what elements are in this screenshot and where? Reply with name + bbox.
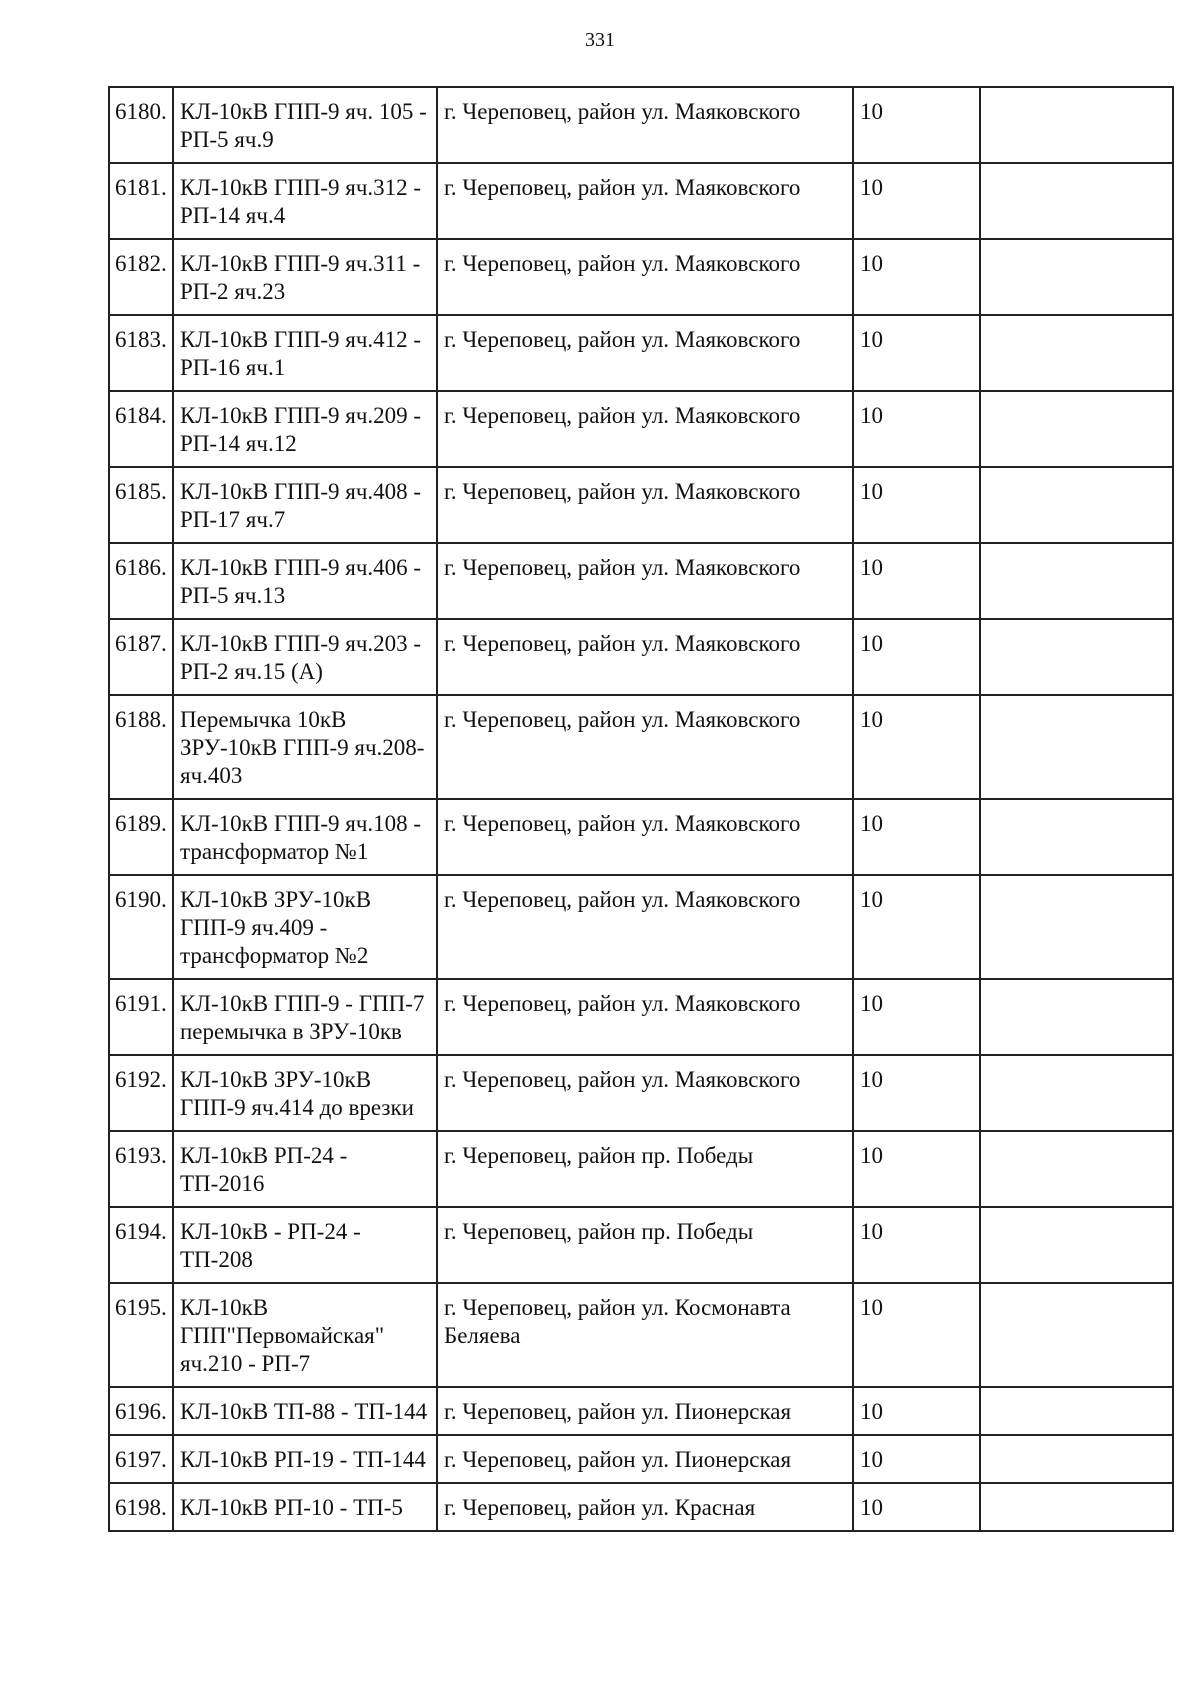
extra-cell [980,1131,1173,1207]
line-name-cell: КЛ-10кВ ГПП-9 яч.108 - трансформатор №1 [173,799,437,875]
voltage-cell: 10 [853,619,980,695]
extra-cell [980,467,1173,543]
address-cell: г. Череповец, район ул. Маяковского [437,315,853,391]
voltage-cell: 10 [853,1483,980,1531]
extra-cell [980,87,1173,163]
row-number-cell: 6189. [109,799,173,875]
table-row [109,1207,1173,1283]
extra-cell [980,875,1173,979]
voltage-cell: 10 [853,391,980,467]
table-row [109,1387,1173,1435]
line-name-cell: КЛ-10кВ ГПП-9 яч.209 - РП-14 яч.12 [173,391,437,467]
table-row [109,1131,1173,1207]
line-name-cell: КЛ-10кВ ГПП-9 яч.311 - РП-2 яч.23 [173,239,437,315]
row-number-cell: 6181. [109,163,173,239]
row-number-cell: 6184. [109,391,173,467]
extra-cell [980,391,1173,467]
line-name-cell: КЛ-10кВ ГПП-9 яч. 105 - РП-5 яч.9 [173,87,437,163]
address-cell: г. Череповец, район ул. Маяковского [437,695,853,799]
voltage-cell: 10 [853,315,980,391]
table-row [109,619,1173,695]
extra-cell [980,1283,1173,1387]
address-cell: г. Череповец, район ул. Маяковского [437,1055,853,1131]
address-cell: г. Череповец, район ул. Космонавта Беляева [437,1283,853,1387]
voltage-cell: 10 [853,1055,980,1131]
line-name-cell: КЛ-10кВ ТП-88 - ТП-144 [173,1387,437,1435]
table-body [109,87,1173,1531]
row-number-cell: 6182. [109,239,173,315]
address-cell: г. Череповец, район ул. Маяковского [437,239,853,315]
line-name-cell: КЛ-10кВ РП-19 - ТП-144 [173,1435,437,1483]
table-row [109,799,1173,875]
address-cell: г. Череповец, район ул. Маяковского [437,543,853,619]
row-number-cell: 6188. [109,695,173,799]
table-row [109,875,1173,979]
line-name-cell: КЛ-10кВ ГПП-9 яч.412 - РП-16 яч.1 [173,315,437,391]
extra-cell [980,1387,1173,1435]
extra-cell [980,695,1173,799]
line-name-cell: Перемычка 10кВ ЗРУ-10кВ ГПП-9 яч.208-яч.403 [173,695,437,799]
row-number-cell: 6192. [109,1055,173,1131]
extra-cell [980,543,1173,619]
extra-cell [980,1483,1173,1531]
row-number-cell: 6195. [109,1283,173,1387]
voltage-cell: 10 [853,467,980,543]
line-name-cell: КЛ-10кВ ГПП-9 яч.203 - РП-2 яч.15 (А) [173,619,437,695]
row-number-cell: 6193. [109,1131,173,1207]
voltage-cell: 10 [853,87,980,163]
address-cell: г. Череповец, район ул. Маяковского [437,163,853,239]
extra-cell [980,163,1173,239]
voltage-cell: 10 [853,1131,980,1207]
voltage-cell: 10 [853,1435,980,1483]
address-cell: г. Череповец, район пр. Победы [437,1131,853,1207]
address-cell: г. Череповец, район ул. Маяковского [437,87,853,163]
voltage-cell: 10 [853,239,980,315]
extra-cell [980,315,1173,391]
row-number-cell: 6185. [109,467,173,543]
voltage-cell: 10 [853,1207,980,1283]
row-number-cell: 6186. [109,543,173,619]
row-number-cell: 6183. [109,315,173,391]
line-name-cell: КЛ-10кВ РП-10 - ТП-5 [173,1483,437,1531]
extra-cell [980,979,1173,1055]
table-row [109,239,1173,315]
row-number-cell: 6190. [109,875,173,979]
line-name-cell: КЛ-10кВ - РП-24 - ТП-208 [173,1207,437,1283]
row-number-cell: 6187. [109,619,173,695]
table-row [109,1055,1173,1131]
line-name-cell: КЛ-10кВ ГПП"Первомайская" яч.210 - РП-7 [173,1283,437,1387]
voltage-cell: 10 [853,979,980,1055]
table-row [109,979,1173,1055]
line-name-cell: КЛ-10кВ ЗРУ-10кВ ГПП-9 яч.409 - трансформатор №2 [173,875,437,979]
extra-cell [980,799,1173,875]
row-number-cell: 6180. [109,87,173,163]
extra-cell [980,1207,1173,1283]
line-name-cell: КЛ-10кВ РП-24 - ТП-2016 [173,1131,437,1207]
address-cell: г. Череповец, район ул. Маяковского [437,979,853,1055]
address-cell: г. Череповец, район ул. Маяковского [437,799,853,875]
voltage-cell: 10 [853,163,980,239]
line-name-cell: КЛ-10кВ ГПП-9 яч.312 - РП-14 яч.4 [173,163,437,239]
address-cell: г. Череповец, район ул. Маяковского [437,875,853,979]
table-row [109,467,1173,543]
address-cell: г. Череповец, район ул. Маяковского [437,619,853,695]
voltage-cell: 10 [853,543,980,619]
line-name-cell: КЛ-10кВ ЗРУ-10кВ ГПП-9 яч.414 до врезки [173,1055,437,1131]
line-name-cell: КЛ-10кВ ГПП-9 яч.408 - РП-17 яч.7 [173,467,437,543]
voltage-cell: 10 [853,799,980,875]
table-row [109,1435,1173,1483]
address-cell: г. Череповец, район ул. Маяковского [437,467,853,543]
table-row [109,163,1173,239]
address-cell: г. Череповец, район ул. Маяковского [437,391,853,467]
address-cell: г. Череповец, район пр. Победы [437,1207,853,1283]
table-row [109,391,1173,467]
row-number-cell: 6198. [109,1483,173,1531]
extra-cell [980,1435,1173,1483]
page-number: 331 [585,29,615,51]
line-name-cell: КЛ-10кВ ГПП-9 яч.406 - РП-5 яч.13 [173,543,437,619]
table-row [109,1483,1173,1531]
table-row [109,695,1173,799]
address-cell: г. Череповец, район ул. Пионерская [437,1387,853,1435]
extra-cell [980,1055,1173,1131]
voltage-cell: 10 [853,1387,980,1435]
table-row [109,87,1173,163]
table-row [109,543,1173,619]
voltage-cell: 10 [853,875,980,979]
line-name-cell: КЛ-10кВ ГПП-9 - ГПП-7 перемычка в ЗРУ-10кв [173,979,437,1055]
row-number-cell: 6191. [109,979,173,1055]
row-number-cell: 6196. [109,1387,173,1435]
row-number-cell: 6194. [109,1207,173,1283]
voltage-cell: 10 [853,695,980,799]
voltage-cell: 10 [853,1283,980,1387]
extra-cell [980,239,1173,315]
table-row [109,1283,1173,1387]
address-cell: г. Череповец, район ул. Пионерская [437,1435,853,1483]
extra-cell [980,619,1173,695]
table-row [109,315,1173,391]
cable-lines-table [108,86,1174,1532]
row-number-cell: 6197. [109,1435,173,1483]
address-cell: г. Череповец, район ул. Красная [437,1483,853,1531]
